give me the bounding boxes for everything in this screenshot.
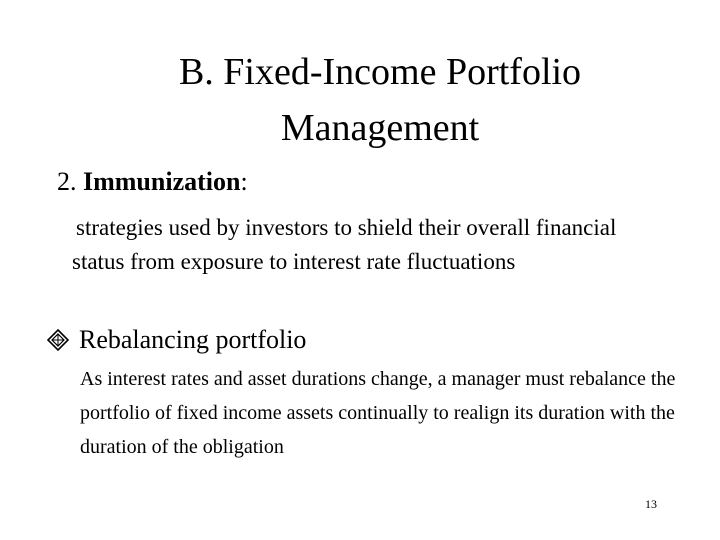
section-number: 2. bbox=[57, 167, 77, 196]
bullet-body-text: As interest rates and asset durations change, a manager must rebalance the portfolio of fixed income assets continually to realign its duration with the duration of the obligation bbox=[80, 368, 676, 458]
definition-text: strategies used by investors to shield their overall financial status from exposure to interest rate fluctuations bbox=[72, 215, 617, 274]
section-heading bbox=[57, 166, 248, 198]
title-line-1: B. Fixed-Income Portfolio bbox=[178, 51, 582, 93]
title-line-2: Management bbox=[280, 107, 480, 149]
section-colon: : bbox=[240, 167, 248, 196]
bullet-item bbox=[47, 323, 306, 357]
section-heading-text: Immunization bbox=[83, 167, 241, 196]
slide-title bbox=[100, 44, 660, 156]
page-number: 13 bbox=[645, 497, 657, 511]
diamond-outline-icon bbox=[47, 329, 69, 351]
bullet-heading: Rebalancing portfolio bbox=[79, 325, 307, 354]
